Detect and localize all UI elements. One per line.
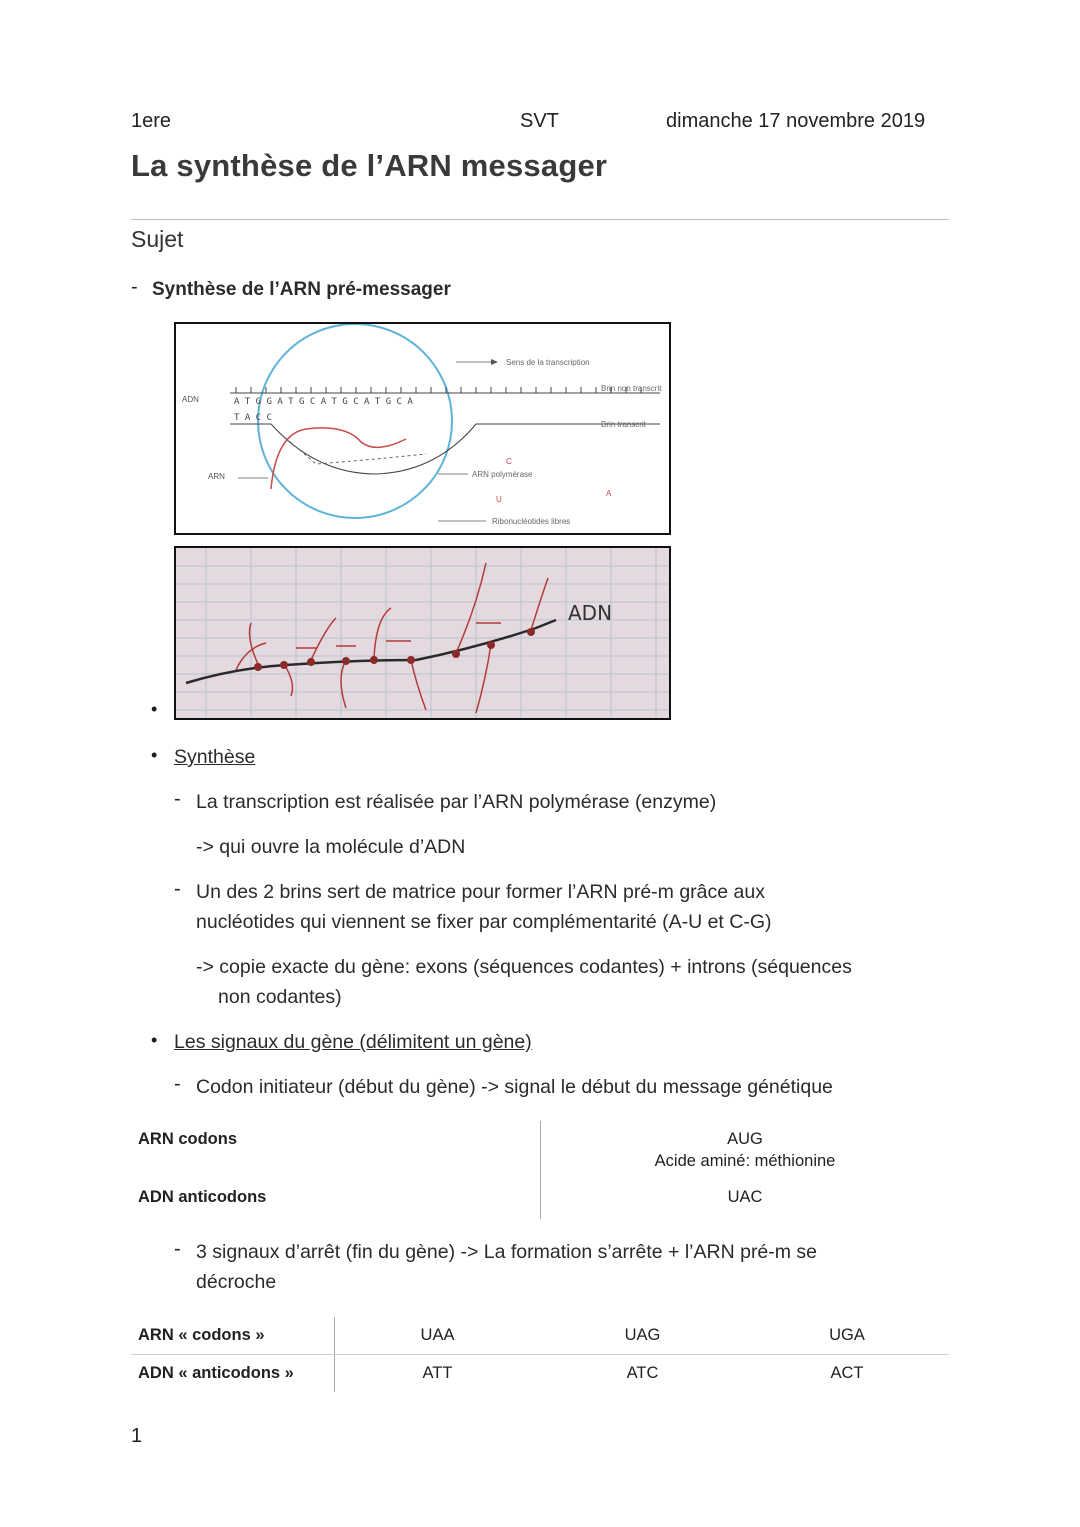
- header-level: 1ere: [131, 110, 172, 132]
- page-title: La synthèse de l’ARN messager: [131, 148, 608, 183]
- bullet-marker: •: [151, 1030, 158, 1050]
- codon-init-table: [131, 1121, 949, 1219]
- table-cell: ATC: [626, 1364, 659, 1382]
- dash-marker: -: [174, 1238, 181, 1260]
- sketch-label-adn: ADN: [568, 601, 613, 625]
- table-row-label: ARN « codons »: [138, 1326, 265, 1344]
- table-cell: UAG: [624, 1326, 661, 1344]
- signaux-heading: Les signaux du gène (délimitent un gène): [174, 1031, 532, 1053]
- synthese-item: -> copie exacte du gène: exons (séquences codantes) + introns (séquences: [196, 956, 852, 978]
- dash-marker: -: [174, 1073, 181, 1095]
- dash-marker: -: [131, 276, 138, 298]
- transcribed-strand: [230, 424, 660, 474]
- synthese-item: -> qui ouvre la molécule d’ADN: [196, 836, 466, 858]
- table-cell: AUG: [727, 1130, 763, 1148]
- synthese-item: La transcription est réalisée par l’ARN polymérase (enzyme): [196, 791, 717, 813]
- title-divider: [131, 219, 949, 220]
- label-ribonucleotides: Ribonucléotides libres: [492, 517, 571, 526]
- bullet-marker: •: [151, 699, 158, 719]
- synthese-item: non codantes): [218, 986, 342, 1008]
- helix-bases: [281, 434, 426, 464]
- polymerase-circle: [258, 324, 452, 518]
- header-subject: SVT: [520, 110, 559, 132]
- sketch-svg: [176, 548, 669, 718]
- bottom-sequence: T A C C: [234, 413, 272, 423]
- free-nucleotide: U: [496, 495, 502, 504]
- synthese-heading: Synthèse: [174, 746, 256, 768]
- transcription-diagram-svg: [176, 324, 669, 533]
- arret-text: 3 signaux d’arrêt (fin du gène) -> La formation s’arrête + l’ARN pré-m se: [196, 1241, 818, 1263]
- label-adn: ADN: [182, 395, 199, 404]
- synthese-item: Un des 2 brins sert de matrice pour former l’ARN pré-m grâce aux: [196, 881, 765, 903]
- dash-marker: -: [174, 878, 181, 900]
- synthese-item: nucléotides qui viennent se fixer par complémentarité (A-U et C-G): [196, 911, 772, 933]
- section-heading: Sujet: [131, 226, 184, 252]
- table-cell: UAC: [727, 1188, 763, 1206]
- table-cell: Acide aminé: méthionine: [654, 1152, 836, 1170]
- stop-codon-table: [131, 1317, 949, 1392]
- bullet-marker: •: [151, 745, 158, 765]
- dash-marker: -: [174, 788, 181, 810]
- table-cell: ACT: [830, 1364, 864, 1382]
- codon-initiateur-text: Codon initiateur (début du gène) -> signal le début du message génétique: [196, 1076, 833, 1098]
- label-sens: Sens de la transcription: [506, 358, 590, 367]
- free-nucleotide: A: [606, 489, 612, 498]
- transcription-diagram: [174, 322, 671, 535]
- header-date: dimanche 17 novembre 2019: [666, 110, 926, 132]
- label-arn: ARN: [208, 472, 225, 481]
- label-brin-non-transcrit: Brin non transcrit: [601, 384, 662, 393]
- label-brin-transcrit: Brin transcrit: [601, 420, 646, 429]
- table-row-label: ADN anticodons: [138, 1188, 267, 1206]
- strand-ticks: [236, 387, 641, 393]
- handwritten-sketch-photo: [174, 546, 671, 720]
- table-cell: UAA: [420, 1326, 455, 1344]
- table-row-label: ADN « anticodons »: [138, 1364, 294, 1382]
- table-cell: UGA: [829, 1326, 865, 1344]
- subsection-heading: Synthèse de l’ARN pré-messager: [152, 279, 451, 300]
- free-nucleotide: C: [506, 457, 512, 466]
- page-number: 1: [131, 1425, 143, 1447]
- table-row-label: ARN codons: [138, 1130, 237, 1148]
- top-sequence: A T G G A T G C A T G C A T G C A: [234, 397, 413, 407]
- label-polymerase: ARN polymérase: [472, 470, 533, 479]
- table-cell: ATT: [422, 1364, 453, 1382]
- arret-text: décroche: [196, 1271, 277, 1293]
